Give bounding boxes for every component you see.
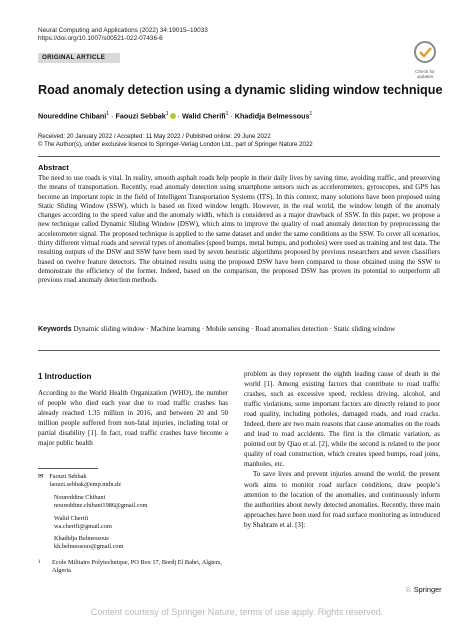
divider	[38, 350, 440, 351]
journal-citation: Neural Computing and Applications (2022) 34:19015–19033	[38, 27, 208, 34]
intro-paragraph: problem as they represent the eighth leading cause of death in the world [1]. Among existing factors that contribute to road traffic crashes, such as excessive speed, reckless driving, alcohol, and traffic violations, some important factors are directly related to poor road quality, including potholes, damaged roads, and road cracks. Indeed, there are two main reasons that cause anomalies on the roads and lead to road accidents. The first is the climatic variation, as pointed out by Qiao et al. [2], while the second is related to the poor quality of road construction, which creates speed bumps, road joins, manholes, etc.	[244, 370, 440, 469]
contact-email[interactable]: faouzi.sebbak@emp.mdn.dz	[49, 480, 122, 488]
keywords-label: Keywords	[38, 326, 72, 333]
check-updates-icon	[410, 40, 440, 64]
author-affiliation-sup: 1	[165, 111, 169, 117]
author-name[interactable]: Khadidja Belmessous	[234, 111, 310, 121]
orcid-icon[interactable]	[170, 113, 176, 119]
author-affiliation-sup: 1	[309, 111, 313, 117]
dates-line: Received: 20 January 2022 / Accepted: 11 May 2022 / Published online: 29 June 2022	[38, 133, 271, 140]
introduction-heading: 1 Introduction	[38, 372, 92, 381]
divider	[38, 156, 440, 157]
article-type-badge: ORIGINAL ARTICLE	[38, 53, 120, 63]
author-name[interactable]: Faouzi Sebbak	[115, 111, 166, 121]
running-header	[38, 27, 208, 43]
publisher-name: Springer	[413, 585, 442, 594]
left-column	[38, 388, 228, 448]
springer-logo	[405, 585, 442, 594]
affiliation	[38, 559, 228, 575]
footnote-rule	[38, 468, 98, 469]
contact-email[interactable]: noureddine.chibani1986@gmail.com	[54, 501, 148, 509]
affiliation-text: Ecole Militaire Polytechnique, PO Box 17, Bordj El Bahri, Algiers, Algeria	[52, 559, 222, 575]
check-updates-line1: Check for	[415, 69, 435, 74]
affiliation-sup: 1	[38, 560, 41, 566]
check-for-updates-button[interactable]	[410, 40, 440, 78]
intro-paragraph: To save lives and prevent injuries around the world, the present work aims to monitor road surface conditions, draw people’s attention to the location of the anomalies, and continuously inform the authorities about newly detected anomalies. Recently, three main approaches have been used for road surface monitoring as introduced by Shahram et al. [3]:	[244, 470, 440, 529]
author-name[interactable]: Walid Cherifi	[181, 111, 226, 121]
courtesy-watermark: Content courtesy of Springer Nature, terms of use apply. Rights reserved.	[90, 607, 384, 617]
contact-name: Noureddine Chibani	[54, 493, 106, 501]
contact-email[interactable]: wa.cherifi@gmail.com	[54, 522, 112, 530]
contact-email[interactable]: kh.belmessous@gmail.com	[54, 543, 124, 551]
paper-title: Road anomaly detection using a dynamic sliding window technique	[38, 83, 443, 97]
keywords-text: Dynamic sliding window · Machine learning · Mobile sensing · Road anomalies detection · Static sliding window	[73, 325, 396, 333]
corresponding-author	[38, 473, 228, 489]
doi-link[interactable]: https://doi.org/10.1007/s00521-022-07436-6	[38, 35, 163, 42]
contact-name: Faouzi Sebbak	[49, 473, 87, 480]
author-list: Noureddine Chibani$^1$ · Faouzi Sebbak$^1$ · Walid Cherifi$^1$ · Khadidja Belmessous$^1$	[38, 111, 313, 121]
intro-paragraph: According to the World Health Organization (WHO), the number of people who died each year due to road traffic crashes has already reached 1.35 million in 2016, and between 20 and 50 million people suffered from non-fatal injuries, including total or partial disability [1]. In fact, road traffic crashes have become a major public health	[38, 389, 228, 448]
copyright-line: © The Author(s), under exclusive licence to Springer-Verlag London Ltd., part of Springer Nature 2022	[38, 141, 313, 149]
abstract-heading: Abstract	[38, 163, 69, 172]
envelope-icon: ✉	[38, 473, 44, 480]
springer-horse-icon: ♘	[405, 585, 412, 594]
contact-name: Walid Cherifi	[54, 514, 89, 522]
check-updates-line2: updates	[416, 74, 434, 80]
author-name[interactable]: Noureddine Chibani	[38, 111, 107, 121]
keywords	[38, 325, 440, 334]
author-contacts	[38, 473, 228, 575]
author-affiliation-sup: 1	[106, 111, 110, 117]
right-column	[244, 369, 440, 530]
abstract-text: The need to use roads is vital. In reality, smooth asphalt roads help people in their daily lives by saving time, avoiding traffic, and preserving the means of transportation. Recently, road anomaly detection using smartphone sensors such as accelerometers, gyroscopes, and GPS has become an important topic in the field of Intelligent Transportation Systems (ITS). In this context, many solutions have been proposed using Static Sliding Window (SSW), which is based on fixed window length. However, in the real world, the window length of the anomaly changes according to the speed value and the anomaly width, which is considered as a major drawback of SSW. In this paper, we propose a new technique called Dynamic Sliding Window (DSW), which aims to improve the quality of road anomaly detection by preprocessing the accelerometer signal. The proposed technique is applied to the same dataset and under the same conditions as the SSW. To cover all scenarios, thirty different virtual roads and several types of anomalies (speed bumps, metal bumps, and potholes) were used as training and test data. The resulting outputs of the DSW and SSW have been used by seven heuristic algorithms proposed by previous researchers and seven classifiers based on twelve feature detectors. The obtained results using the proposed DSW have been compared to those obtained using the SSW to demonstrate the efficiency of the former. Indeed, based on the comparison, the proposed DSW has proven its potential to outperform all previous road anomaly detection methods.	[38, 174, 440, 285]
publication-dates	[38, 133, 438, 150]
author-affiliation-sup: 1	[225, 111, 229, 117]
contact-name: Khadidja Belmessous	[54, 535, 109, 543]
